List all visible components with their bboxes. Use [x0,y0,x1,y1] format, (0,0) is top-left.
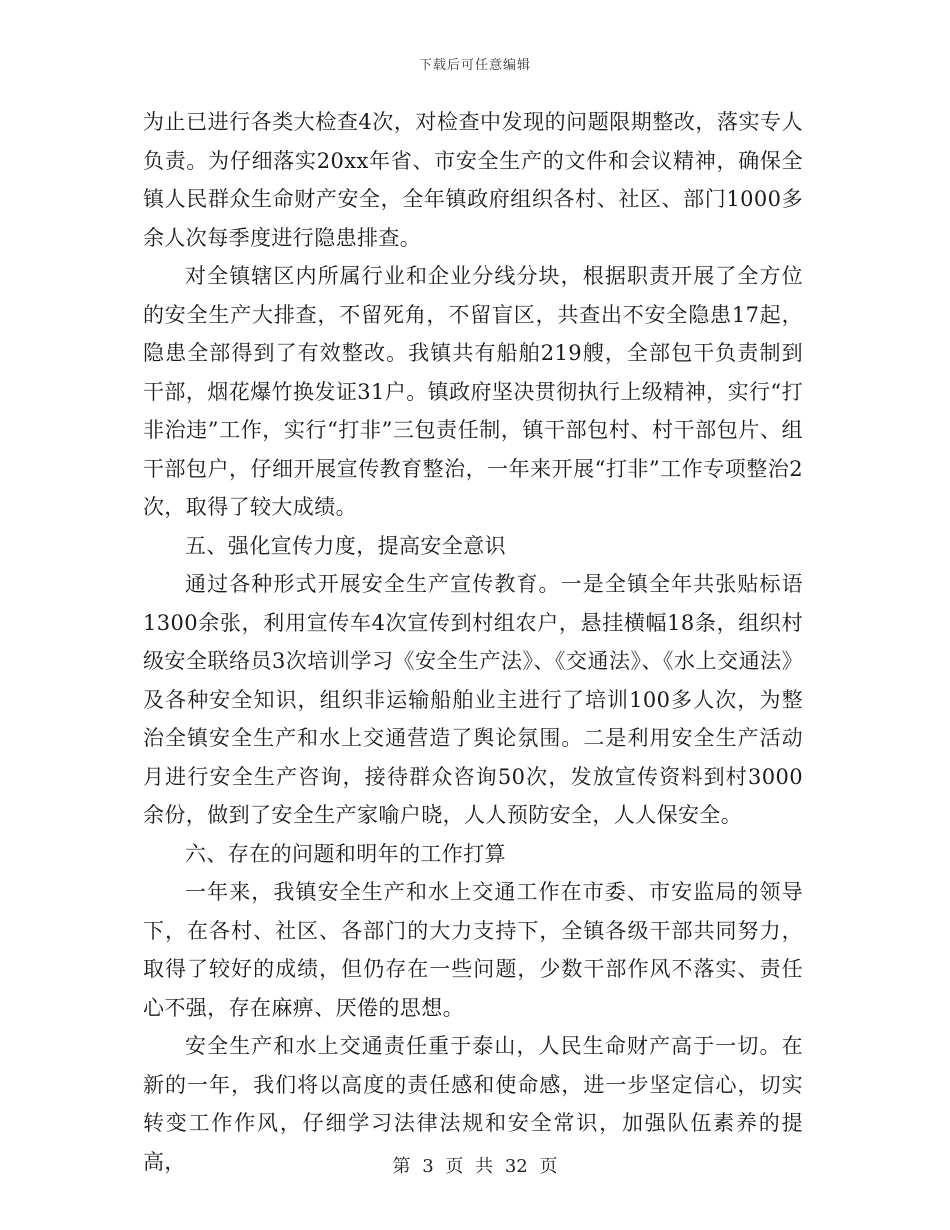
paragraph-1: 为止已进行各类大检查4次，对检查中发现的问题限期整改，落实专人负责。为仔细落实20xx年省、市安全生产的文件和会议精神，确保全镇人民群众生命财产安全，全年镇政府组织各村、社区、部门1000多余人次每季度进行隐患排查。 [143,110,803,250]
page-footer: 第 3 页 共 32 页 [392,1156,558,1177]
document-body [143,103,803,1181]
section-heading-6: 六、存在的问题和明年的工作打算 [185,841,506,866]
section-heading-5: 五、强化宣传力度，提高安全意识 [185,533,506,558]
paragraph-3: 通过各种形式开展安全生产宣传教育。一是全镇全年共张贴标语1300余张，利用宣传车4次宣传到村组农户，悬挂横幅18条，组织村级安全联络员3次培训学习《安全生产法》、《交通法》、《水上交通法》及各种安全知识，组织非运输船舶业主进行了培训100多人次，为整治全镇安全生产和水上交通营造了舆论氛围。二是利用安全生产活动月进行安全生产咨询，接待群众咨询50次，发放宣传资料到村3000余份，做到了安全生产家喻户晓，人人预防安全，人人保安全。 [143,572,803,827]
paragraph-2: 对全镇辖区内所属行业和企业分线分块，根据职责开展了全方位的安全生产大排查，不留死角，不留盲区，共查出不安全隐患17起，隐患全部得到了有效整改。我镇共有船舶219艘，全部包干负责制到干部，烟花爆竹换发证31户。镇政府坚决贯彻执行上级精神，实行“打非治违”工作，实行“打非”三包责任制，镇干部包村、村干部包片、组干部包户，仔细开展宣传教育整治，一年来开展“打非”工作专项整治2次，取得了较大成绩。 [143,264,803,519]
paragraph-4: 一年来，我镇安全生产和水上交通工作在市委、市安监局的领导下，在各村、社区、各部门的大力支持下，全镇各级干部共同努力，取得了较好的成绩，但仍存在一些问题，少数干部作风不落实、责任心不强，存在麻痹、厌倦的思想。 [143,880,803,1020]
paragraph-5: 安全生产和水上交通责任重于泰山，人民生命财产高于一切。在新的一年，我们将以高度的责任感和使命感，进一步坚定信心，切实转变工作作风，仔细学习法律法规和安全常识，加强队伍素养的提高， [143,1034,803,1174]
page-header: 下载后可任意编辑 [418,58,531,73]
